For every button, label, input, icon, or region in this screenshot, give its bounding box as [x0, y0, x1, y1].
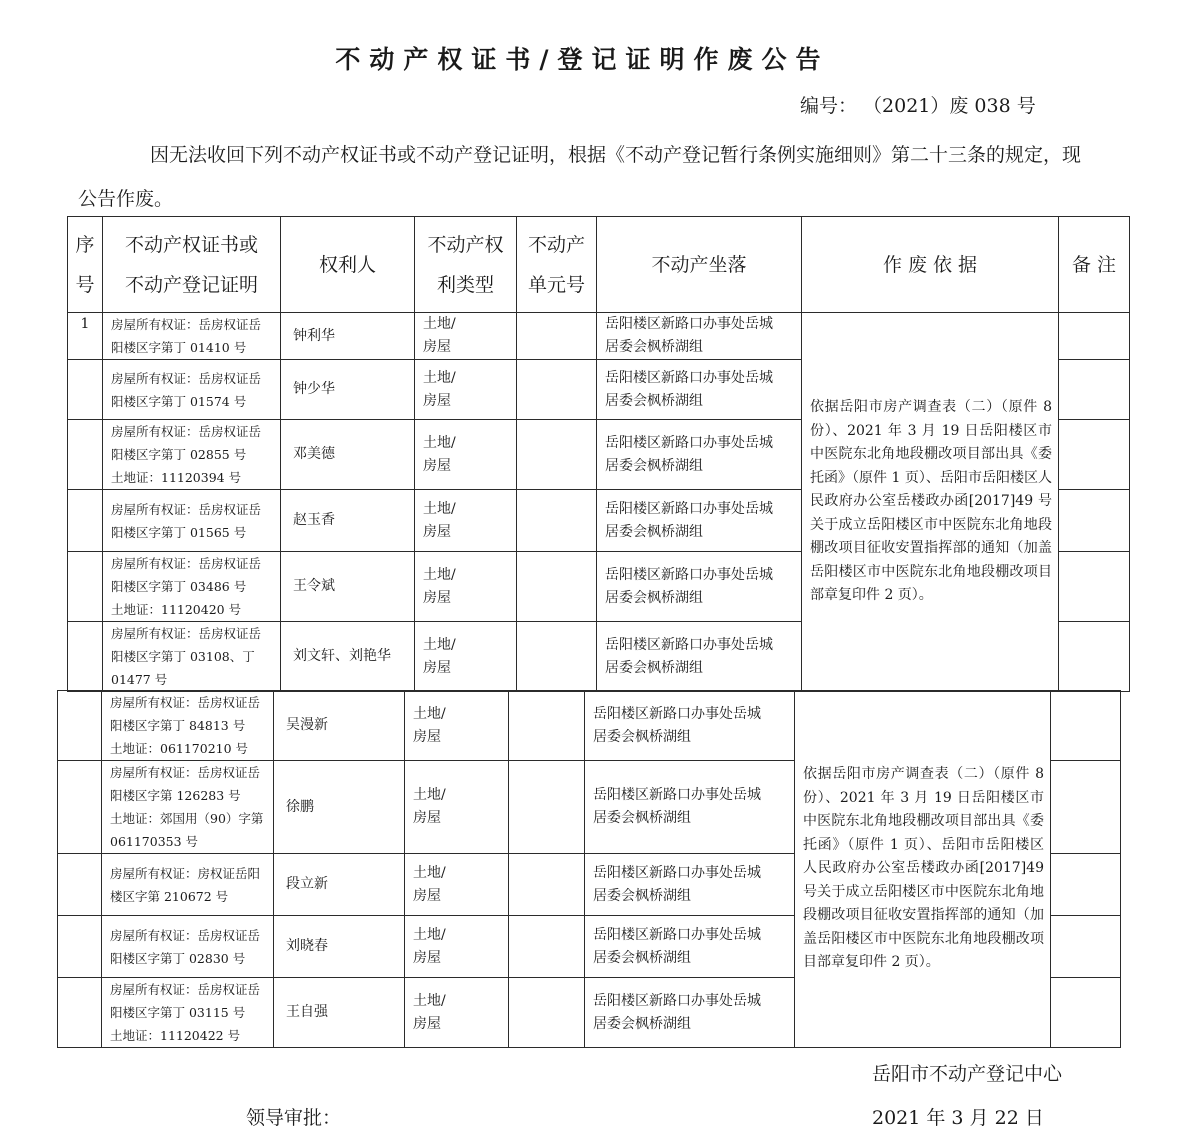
location-cell — [597, 552, 802, 622]
table-row — [68, 313, 1130, 360]
seq-cell — [58, 761, 102, 854]
certificate-cell-line: 阳楼区字第丁 03108、丁 — [111, 649, 255, 664]
right-type-cell — [415, 622, 517, 692]
owner-cell: 邓美德 — [281, 420, 415, 490]
right-type-cell-line: 土地/ — [413, 864, 446, 881]
right-type-cell — [415, 360, 517, 420]
certificate-cell-line: 阳楼区字第丁 84813 号 — [110, 718, 246, 733]
owner-cell: 吴漫新 — [274, 691, 405, 761]
certificate-cell — [103, 552, 281, 622]
basis-cell: 依据岳阳市房产调查表（二）（原件 8 份）、2021 年 3 月 19 日岳阳楼区市中医院东北角地段棚改项目部出具《委托函》（原件 1 页）、岳阳市岳阳楼区人民政府办公室岳楼政办函[2017]49 号关于成立岳阳楼区市中医院东北角地段棚改项目征收安置指挥部的通知（加盖岳阳楼区市中医院东北角地段棚改项目部章复印件 2 页）。 — [795, 691, 1051, 1048]
right-type-cell-line: 土地/ — [413, 992, 446, 1009]
seq-cell — [58, 978, 102, 1048]
right-type-cell-line: 土地/ — [423, 434, 456, 451]
certificate-cell-line: 阳楼区字第丁 01574 号 — [111, 393, 247, 409]
location-cell-line: 居委会枫桥湖组 — [593, 810, 691, 826]
certificate-cell-line: 土地证：061170210 号 — [110, 741, 249, 756]
header-owner: 权利人 — [281, 217, 415, 313]
basis-cell: 依据岳阳市房产调查表（二）（原件 8 份）、2021 年 3 月 19 日岳阳楼区市中医院东北角地段棚改项目部出具《委托函》（原件 1 页）、岳阳市岳阳楼区人民政府办公室岳楼政办函[2017]49 号关于成立岳阳楼区市中医院东北角地段棚改项目征收安置指挥部的通知（加盖岳阳楼区市中医院东北角地段棚改项目部章复印件 2 页）。 — [802, 313, 1059, 692]
right-type-cell-line: 房屋 — [423, 392, 451, 409]
certificate-cell-line: 房屋所有权证：岳房权证岳 — [110, 927, 261, 943]
right-type-cell — [405, 854, 509, 916]
issuing-organization: 岳阳市不动产登记中心 — [872, 1063, 1063, 1085]
certificate-cell — [103, 313, 281, 360]
certificate-cell-line: 01477 号 — [111, 672, 168, 687]
right-type-cell-line: 房屋 — [413, 949, 441, 966]
table-row — [58, 691, 1121, 761]
certificate-cell-line: 房屋所有权证：岳房权证岳 — [110, 695, 261, 710]
certificate-cell-line: 房屋所有权证：岳房权证岳 — [111, 370, 262, 386]
seq-cell — [68, 420, 103, 490]
location-cell — [597, 313, 802, 360]
unit-number-cell — [517, 313, 597, 360]
right-type-cell-line: 房屋 — [423, 659, 451, 676]
header-right-type: 不动产权 利类型 — [415, 217, 517, 313]
certificate-cell-line: 阳楼区字第丁 01410 号 — [111, 340, 247, 355]
note-cell — [1059, 490, 1130, 552]
location-cell-line: 岳阳楼区新路口办事处岳城 — [593, 926, 761, 943]
document-number: 编号： （2021）废 038 号 — [800, 95, 1036, 117]
location-cell — [597, 360, 802, 420]
certificate-cell-line: 房屋所有权证：岳房权证岳 — [110, 765, 261, 780]
location-cell-line: 岳阳楼区新路口办事处岳城 — [605, 434, 773, 451]
unit-number-cell — [509, 978, 585, 1048]
location-cell-line: 居委会枫桥湖组 — [593, 887, 691, 904]
certificate-cell-line: 房屋所有权证：岳房权证岳 — [111, 556, 262, 571]
certificate-cell — [102, 854, 274, 916]
seq-cell — [58, 691, 102, 761]
certificate-cell-line: 阳楼区字第 126283 号 — [110, 788, 241, 803]
certificate-cell — [102, 691, 274, 761]
certificate-cell-line: 房屋所有权证：岳房权证岳 — [110, 982, 261, 997]
seq-cell — [68, 360, 103, 420]
location-cell-line: 居委会枫桥湖组 — [605, 392, 703, 409]
certificate-cell — [102, 916, 274, 978]
void-table-part-1 — [67, 216, 1130, 692]
certificate-cell-line: 阳楼区字第丁 03115 号 — [110, 1005, 246, 1020]
unit-number-cell — [509, 761, 585, 854]
certificate-cell — [103, 360, 281, 420]
right-type-cell-line: 房屋 — [413, 728, 441, 745]
right-type-cell-line: 房屋 — [423, 339, 451, 355]
certificate-cell-line: 阳楼区字第丁 03486 号 — [111, 579, 247, 594]
location-cell-line: 岳阳楼区新路口办事处岳城 — [593, 787, 761, 803]
certificate-cell-line: 楼区字第 210672 号 — [110, 888, 229, 904]
location-cell-line: 居委会枫桥湖组 — [593, 1015, 691, 1032]
header-certificate: 不动产权证书或 不动产登记证明 — [103, 217, 281, 313]
right-type-cell — [415, 313, 517, 360]
table-header-row — [68, 217, 1130, 313]
certificate-cell-line: 土地证：11120394 号 — [111, 470, 242, 485]
right-type-cell-line: 土地/ — [413, 926, 446, 943]
note-cell — [1051, 854, 1121, 916]
right-type-cell-line: 土地/ — [423, 566, 456, 583]
seq-cell — [68, 622, 103, 692]
location-cell — [585, 691, 795, 761]
certificate-cell — [102, 761, 274, 854]
right-type-cell-line: 土地/ — [423, 369, 456, 386]
certificate-cell-line: 房屋所有权证：岳房权证岳 — [111, 317, 262, 332]
right-type-cell — [405, 916, 509, 978]
location-cell-line: 居委会枫桥湖组 — [593, 949, 691, 966]
unit-number-cell — [509, 916, 585, 978]
owner-cell: 钟利华 — [281, 313, 415, 360]
location-cell-line: 居委会枫桥湖组 — [605, 339, 703, 355]
seq-cell: 1 — [68, 313, 103, 360]
owner-cell: 钟少华 — [281, 360, 415, 420]
certificate-cell-line: 房屋所有权证：岳房权证岳 — [111, 424, 262, 439]
location-cell — [597, 622, 802, 692]
right-type-cell-line: 土地/ — [423, 316, 456, 332]
void-table-part-2 — [57, 690, 1121, 1048]
page-title: 不动产权证书/登记证明作废公告 — [335, 45, 830, 74]
header-location: 不动产坐落 — [597, 217, 802, 313]
note-cell — [1059, 552, 1130, 622]
right-type-cell-line: 房屋 — [413, 887, 441, 904]
header-seq: 序 号 — [68, 217, 103, 313]
right-type-cell-line: 房屋 — [423, 457, 451, 474]
right-type-cell-line: 房屋 — [413, 1015, 441, 1032]
right-type-cell — [405, 761, 509, 854]
header-unit-number: 不动产 单元号 — [517, 217, 597, 313]
location-cell-line: 居委会枫桥湖组 — [605, 457, 703, 474]
location-cell-line: 居委会枫桥湖组 — [593, 728, 691, 745]
unit-number-cell — [517, 622, 597, 692]
location-cell — [597, 490, 802, 552]
certificate-cell-line: 061170353 号 — [110, 834, 199, 849]
owner-cell: 刘文轩、刘艳华 — [281, 622, 415, 692]
issue-date: 2021 年 3 月 22 日 — [872, 1107, 1044, 1129]
right-type-cell — [415, 490, 517, 552]
owner-cell: 段立新 — [274, 854, 405, 916]
certificate-cell — [103, 420, 281, 490]
location-cell-line: 岳阳楼区新路口办事处岳城 — [593, 864, 761, 881]
right-type-cell — [415, 420, 517, 490]
seq-cell — [58, 854, 102, 916]
note-cell — [1059, 420, 1130, 490]
location-cell — [585, 916, 795, 978]
leader-approval-label: 领导审批： — [246, 1107, 342, 1129]
location-cell — [597, 420, 802, 490]
location-cell-line: 岳阳楼区新路口办事处岳城 — [593, 992, 761, 1009]
unit-number-cell — [509, 854, 585, 916]
certificate-cell — [103, 490, 281, 552]
certificate-cell-line: 阳楼区字第丁 02855 号 — [111, 447, 247, 462]
right-type-cell-line: 房屋 — [423, 589, 451, 606]
seq-cell — [68, 490, 103, 552]
unit-number-cell — [517, 552, 597, 622]
unit-number-cell — [517, 490, 597, 552]
location-cell-line: 居委会枫桥湖组 — [605, 659, 703, 676]
right-type-cell — [405, 691, 509, 761]
note-cell — [1051, 761, 1121, 854]
certificate-cell — [102, 978, 274, 1048]
note-cell — [1059, 622, 1130, 692]
certificate-cell-line: 土地证：11120420 号 — [111, 602, 242, 617]
unit-number-cell — [517, 360, 597, 420]
unit-number-cell — [509, 691, 585, 761]
owner-cell: 王令斌 — [281, 552, 415, 622]
location-cell — [585, 854, 795, 916]
certificate-cell-line: 阳楼区字第丁 01565 号 — [111, 524, 247, 540]
location-cell-line: 居委会枫桥湖组 — [605, 523, 703, 540]
certificate-cell-line: 土地证：郊国用（90）字第 — [110, 811, 264, 826]
right-type-cell-line: 土地/ — [413, 705, 446, 722]
right-type-cell-line: 土地/ — [413, 787, 446, 803]
location-cell-line: 岳阳楼区新路口办事处岳城 — [605, 316, 773, 332]
location-cell-line: 岳阳楼区新路口办事处岳城 — [605, 636, 773, 653]
right-type-cell-line: 房屋 — [413, 810, 441, 826]
right-type-cell-line: 土地/ — [423, 500, 456, 517]
seq-cell — [68, 552, 103, 622]
note-cell — [1051, 916, 1121, 978]
right-type-cell — [405, 978, 509, 1048]
note-cell — [1059, 313, 1130, 360]
certificate-cell-line: 土地证：11120422 号 — [110, 1028, 241, 1043]
location-cell-line: 居委会枫桥湖组 — [605, 589, 703, 606]
location-cell-line: 岳阳楼区新路口办事处岳城 — [605, 369, 773, 386]
note-cell — [1051, 978, 1121, 1048]
owner-cell: 王自强 — [274, 978, 405, 1048]
note-cell — [1059, 360, 1130, 420]
certificate-cell-line: 房屋所有权证：岳房权证岳 — [111, 626, 262, 641]
unit-number-cell — [517, 420, 597, 490]
intro-paragraph: 因无法收回下列不动产权证书或不动产登记证明，根据《不动产登记暂行条例实施细则》第二十三条的规定，现公告作废。 — [78, 144, 1082, 210]
header-basis: 作 废 依 据 — [802, 217, 1059, 313]
location-cell-line: 岳阳楼区新路口办事处岳城 — [605, 566, 773, 583]
owner-cell: 赵玉香 — [281, 490, 415, 552]
location-cell-line: 岳阳楼区新路口办事处岳城 — [593, 705, 761, 722]
owner-cell: 徐鹏 — [274, 761, 405, 854]
location-cell — [585, 978, 795, 1048]
header-note: 备 注 — [1059, 217, 1130, 313]
right-type-cell-line: 土地/ — [423, 636, 456, 653]
certificate-cell-line: 房屋所有权证：岳房权证岳 — [111, 501, 262, 517]
certificate-cell — [103, 622, 281, 692]
location-cell — [585, 761, 795, 854]
certificate-cell-line: 房屋所有权证：房权证岳阳 — [110, 865, 261, 881]
location-cell-line: 岳阳楼区新路口办事处岳城 — [605, 500, 773, 517]
owner-cell: 刘晓春 — [274, 916, 405, 978]
note-cell — [1051, 691, 1121, 761]
seq-cell — [58, 916, 102, 978]
right-type-cell — [415, 552, 517, 622]
right-type-cell-line: 房屋 — [423, 523, 451, 540]
certificate-cell-line: 阳楼区字第丁 02830 号 — [110, 950, 246, 966]
